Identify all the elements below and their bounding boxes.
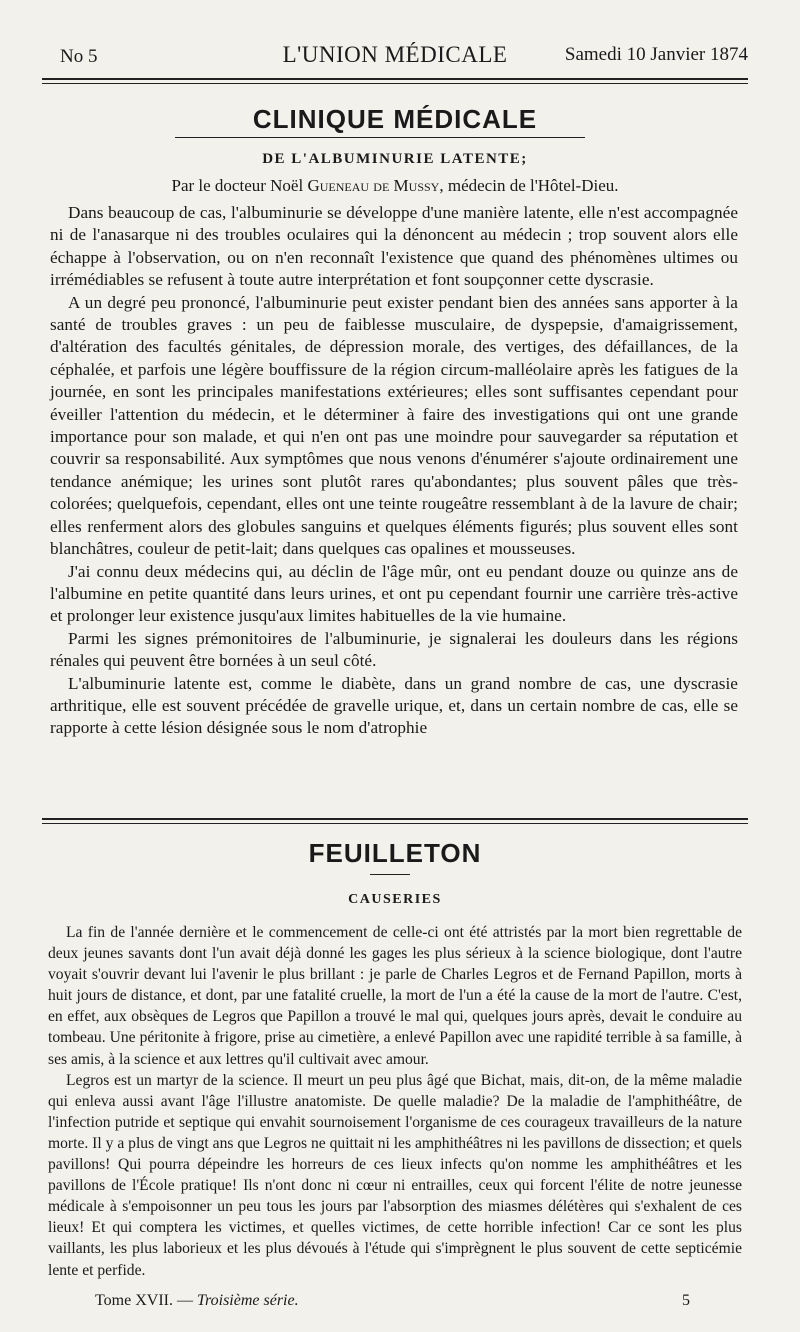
section-heading-feuilleton: FEUILLETON: [308, 838, 482, 868]
issue-number: No 5: [60, 46, 98, 67]
section-heading-clinique: CLINIQUE MÉDICALE: [252, 104, 538, 134]
feuilleton-body: [48, 922, 742, 1281]
feuilleton-subtitle: CAUSERIES: [348, 892, 442, 907]
byline-suffix: , médecin de l'Hôtel-Dieu.: [439, 176, 619, 195]
masthead-rule-thin: [42, 83, 748, 84]
footer-tome: Tome XVII. —: [95, 1292, 193, 1309]
newspaper-title: L'UNION MÉDICALE: [282, 42, 508, 67]
paragraph: L'albuminurie latente est, comme le diabète, dans un grand nombre de cas, une dyscrasie arthritique, elle est souvent précédée de gravelle urique, et, dans un certain nombre de cas, elle se rapporte à cette lésion désignée sous le nom d'atrophie: [50, 673, 738, 738]
footer-serie: Troisième série.: [196, 1292, 299, 1309]
paragraph: Parmi les signes prémonitoires de l'albuminurie, je signalerai les douleurs dans les régions rénales qui peuvent être bornées à un seul côté.: [50, 628, 738, 671]
paragraph: La fin de l'année dernière et le commencement de celle-ci ont été attristés par la mort bien regrettable de deux jeunes savants dont l'un avait déjà donné les gages les plus sérieux à la science biologique, dont l'autre voyait s'ouvrir devant lui l'avenir le plus brillant : je parle de Charles Legros et de Fernand Papillon, morts à huit jours de distance, et dont, par une fatalité cruelle, la mort de l'un a été la cause de la mort de l'autre. C'est, en effet, aux obsèques de Legros que Papillon a trouvé le mal qui, quelques jours après, devait le conduire au tombeau. Une péritonite à frigore, prise au cimetière, a enlevé Papillon avec une rapidité terrible à sa famille, à ses amis, à la science et aux lettres qu'il cultivait avec amour.: [48, 924, 742, 1068]
heading-underline: [370, 874, 410, 875]
feuilleton-rule-thin: [42, 823, 748, 824]
article-subtitle: DE L'ALBUMINURIE LATENTE;: [262, 151, 528, 167]
masthead-rule: [42, 78, 748, 80]
page-number: 5: [682, 1292, 690, 1309]
byline-prefix: Par le docteur Noël: [171, 176, 304, 195]
byline-name: Gueneau de Mussy: [307, 176, 440, 195]
issue-date: Samedi 10 Janvier 1874: [564, 44, 748, 65]
heading-underline: [175, 137, 585, 138]
feuilleton-rule: [42, 818, 748, 820]
masthead: [42, 40, 748, 74]
page-footer: [95, 1292, 690, 1310]
paragraph: J'ai connu deux médecins qui, au déclin de l'âge mûr, ont eu pendant douze ou quinze ans de l'albumine en petite quantité dans leurs urines, et ont pu cependant fournir une carrière très-active et prolonger leur existence jusqu'aux limites habituelles de la vie humaine.: [50, 561, 738, 626]
paragraph: Legros est un martyr de la science. Il meurt un peu plus âgé que Bichat, mais, dit-on, de la même maladie qui enleva aussi avant l'âge l'illustre anatomiste. De quelle maladie? De la maladie de l'amphithéâtre, de l'infection putride et septique qui envahit sournoisement l'organisme de ces courageux travailleurs de la nature morte. Il y a plus de vingt ans que Legros ne quittait ni les amphithéâtres ni les pavillons de dissection; et quels pavillons! Qui pourra dépeindre les horreurs de ces lieux infects qu'on nomme les amphithéâtres et les pavillons de l'École pratique! Ils n'ont donc ni cœur ni entrailles, ceux qui forcent l'élite de notre jeunesse médicale à s'empoisonner un peu tous les jours par l'absorption des miasmes délétères qui s'exhalent de ces lieux! Et qui comptera les victimes, et quelles victimes, de cette horrible infection! Car ce sont les plus vaillants, les plus laborieux et les plus dévoués à l'étude qui s'imprègnent le plus souvent de cette septicémie lente et perfide.: [48, 1071, 742, 1279]
paragraph: A un degré peu prononcé, l'albuminurie peut exister pendant bien des années sans apporter à la santé de troubles graves : un peu de faiblesse musculaire, de dyspepsie, d'amaigrissement, d'altération des facultés génitales, de dépression morale, des vertiges, des défaillances, de la céphalée, et parfois une légère bouffissure de la région circum-malléolaire après les fatigues de la journée, en sont les principales manifestations extérieures; elles sont suffisantes cependant pour éveiller l'attention du médecin, et le déterminer à faire des investigations qui ont une grande importance pour son malade, et qui n'en ont pas une moindre pour sauvegarder sa réputation et couvrir sa responsabilité. Aux symptômes que nous venons d'énumérer s'ajoute ordinairement une tendance anémique; les urines sont plutôt rares qu'abondantes; plus souvent pâles que très-colorées; quelquefois, cependant, elles ont une teinte rougeâtre ressemblant à de la lavure de chair; elles renferment alors des globules sanguins et quelques éléments figurés; plus souvent elles sont blanchâtres, couleur de petit-lait; dans quelques cas opalines et mousseuses.: [50, 292, 738, 559]
article-body: [50, 202, 738, 740]
paragraph: Dans beaucoup de cas, l'albuminurie se développe d'une manière latente, elle n'est accompagnée ni de l'anasarque ni des troubles oculaires qui la dénoncent au médecin ; trop souvent alors elle échappe à l'observation, ou on n'en reconnaît l'existence que quand des phénomènes ultimes ou irrémédiables se refusent à toute autre interprétation et font soupçonner cette dyscrasie.: [50, 203, 738, 290]
article-byline: [42, 176, 748, 196]
